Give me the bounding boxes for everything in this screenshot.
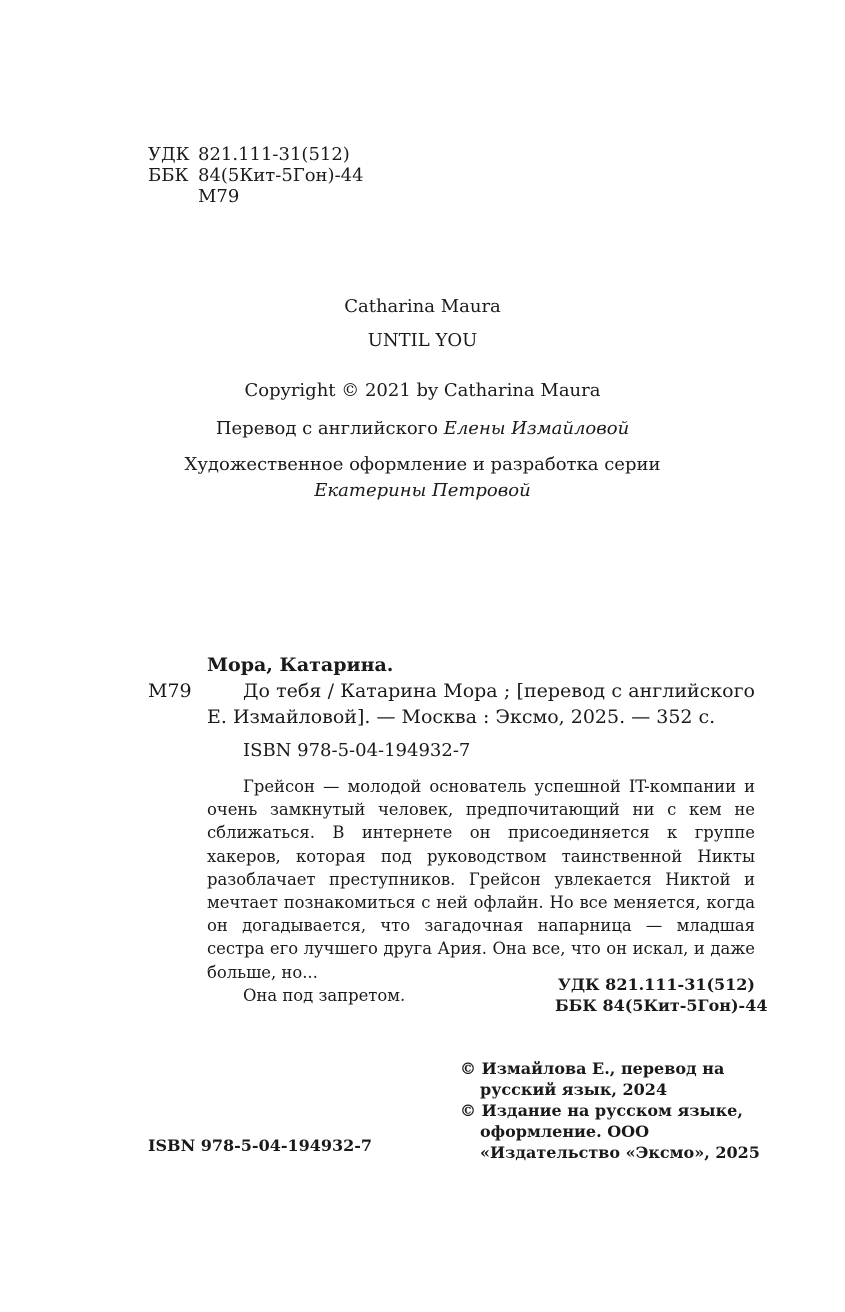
copyright-line: Copyright © 2021 by Catharina Maura [244, 380, 601, 401]
translation-credit [0, 418, 845, 439]
classification-codes [148, 144, 364, 207]
catalog-description-line2: Е. Измайловой]. — Москва : Эксмо, 2025. — 352 с. [207, 706, 716, 728]
bbk-value: 84(5Кит-5Гон)-44 [198, 165, 364, 186]
catalog-mark: М79 [148, 680, 192, 702]
catalog-isbn: ISBN 978-5-04-194932-7 [243, 740, 471, 761]
copyright-translation: © Измайлова Е., перевод на русский язык, 2024 [460, 1059, 725, 1099]
original-author: Catharina Maura [344, 296, 501, 317]
udk-row [148, 144, 364, 165]
udk-value: 821.111-31(512) [198, 144, 350, 165]
footer-codes [555, 974, 768, 1016]
footer-isbn: ISBN 978-5-04-194932-7 [148, 1136, 373, 1155]
translator-name: Елены Измайловой [443, 418, 630, 439]
catalog-author-heading: Мора, Катарина. [207, 654, 394, 676]
annotation-paragraph: Грейсон — молодой основатель успешной IT-компании и очень замкнутый человек, предпочитающий ни с кем не сближаться. В интернете он присоединяется к группе хакеров, которая под руководством таинственной Никты разоблачает преступников. Грейсон увлекается Никтой и мечтает познакомиться с ней офлайн. Но все меняется, когда он догадывается, что загадочная напарница — младшая сестра его лучшего друга Ария. Она все, что он искал, и даже больше, но... [207, 777, 755, 982]
author-mark: М79 [198, 186, 240, 207]
annotation-closing: Она под запретом. [243, 985, 406, 1005]
footer-bbk: ББК 84(5Кит-5Гон)-44 [555, 996, 768, 1015]
copyright-edition: © Издание на русском языке, оформление. ООО «Издательство «Эксмо», 2025 [460, 1101, 760, 1162]
footer-udk: УДК 821.111-31(512) [557, 975, 755, 994]
author-mark-row [148, 186, 364, 207]
udk-label: УДК [148, 144, 190, 165]
designer-name: Екатерины Петровой [314, 480, 531, 501]
bbk-label: ББК [148, 165, 189, 186]
annotation [207, 775, 755, 1007]
design-credit-line: Художественное оформление и разработка серии [184, 454, 661, 475]
catalog-description-line1: До тебя / Катарина Мора ; [перевод с английского [243, 680, 755, 702]
original-title: UNTIL YOU [367, 330, 478, 351]
copyright-notices [460, 1058, 760, 1163]
bbk-row [148, 165, 364, 186]
translation-prefix: Перевод с английского [215, 418, 438, 439]
